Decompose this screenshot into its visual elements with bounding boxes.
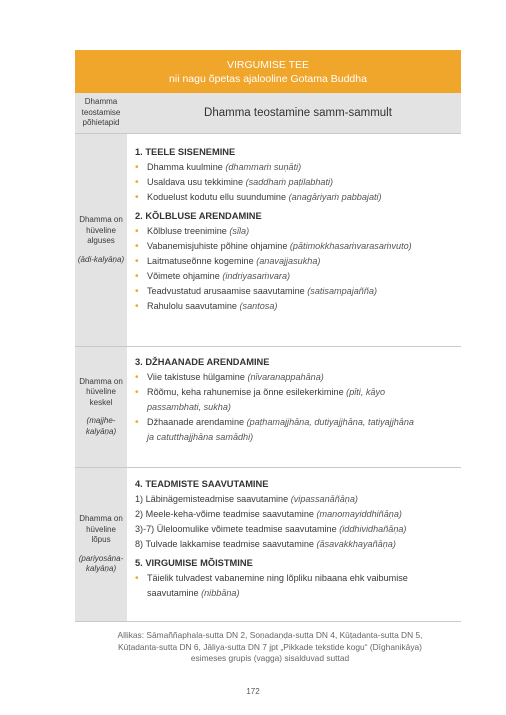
row-content	[127, 468, 461, 621]
list-item: • Koduelust kodutu ellu suundumine (anagāriyaṁ pabbajati)	[135, 192, 382, 203]
table-row	[75, 134, 461, 347]
bullet-icon: •	[135, 286, 139, 297]
bullet-icon: •	[135, 177, 139, 188]
subheader-row	[75, 93, 461, 134]
table-row	[75, 468, 461, 622]
list-item: • Dhamma kuulmine (dhammaṁ suṇāti)	[135, 162, 302, 173]
list-item: • Vabanemisjuhiste põhine ohjamine (pātimokkhasaṁvarasaṁvuto)	[135, 241, 412, 252]
table-title: VIRGUMISE TEE	[226, 59, 310, 71]
list-item: 3)-7) Üleloomulike võimete teadmise saavutamine (iddhividhañāṇa)	[135, 524, 407, 534]
source-line: Kūṭadanta-sutta DN 6, Jāliya-sutta DN 7 jpt „Pikkade tekstide kogu“ (Dīghanikāya)	[118, 641, 422, 652]
subheader-right: Dhamma teostamine samm-sammult	[127, 93, 461, 133]
list-item: • Kõlbluse treenimine (sīla)	[135, 226, 250, 237]
list-item: • Usaldava usu tekkimine (saddhaṁ paṭilabhati)	[135, 177, 334, 188]
bullet-icon: •	[135, 372, 139, 383]
list-item: • Täielik tulvadest vabanemine ning lõpliku nibaana ehk vaibumise saavutamine (nibbāna)	[135, 573, 408, 598]
bullet-icon: •	[135, 192, 139, 203]
list-item: 1) Läbinägemisteadmise saavutamine (vipassanāñāṇa)	[135, 494, 358, 504]
section-title: 3. DŽHAANADE ARENDAMINE	[135, 357, 270, 367]
bullet-icon: •	[135, 256, 139, 267]
section-title: 4. TEADMISTE SAAVUTAMINE	[135, 479, 269, 489]
row-content	[127, 347, 461, 467]
path-table	[75, 50, 461, 622]
subheader-left: Dhamma teostamise põhietapid	[75, 93, 127, 133]
stage-text: Dhamma on hüveline lõpus	[79, 514, 123, 545]
section-title: 1. TEELE SISENEMINE	[135, 147, 236, 157]
source-line: Allikas: Sāmaññaphala-sutta DN 2, Soṇadaṇḍa-sutta DN 4, Kūṭadanta-sutta DN 5,	[117, 630, 423, 640]
list-item: 2) Meele-keha-võime teadmise saavutamine (manomayiddhiñāṇa)	[135, 509, 402, 519]
list-item: • Rahulolu saavutamine (santosa)	[135, 301, 278, 312]
stage-pali: (pariyosāna-kalyāṇa)	[78, 553, 124, 574]
bullet-icon: •	[135, 573, 139, 584]
table-header	[75, 50, 461, 93]
list-item: • Džhaanade arendamine (paṭhamajjhāna, dutiyajjhāna, tatiyajjhāna ja catutthajjhāna samādhi)	[135, 417, 414, 442]
list-item: • Võimete ohjamine (indriyasaṁvara)	[135, 271, 291, 282]
section-title: 2. KÕLBLUSE ARENDAMINE	[135, 211, 262, 221]
list-item: • Viie takistuse hülgamine (nīvaranappahāna)	[135, 372, 324, 383]
bullet-icon: •	[135, 241, 139, 252]
bullet-icon: •	[135, 301, 139, 312]
section-title: 5. VIRGUMISE MÕISTMINE	[135, 558, 253, 568]
row-stage-label	[75, 134, 127, 346]
page-number: 172	[246, 687, 260, 696]
list-item: • Rõõmu, keha rahunemise ja õnne esilekerkimine (pīti, kāyo passambhati, sukha)	[135, 387, 386, 412]
source-line: esimeses grupis (vagga) sisalduvad suttad	[190, 653, 350, 663]
source-note	[80, 630, 460, 665]
stage-text: Dhamma on hüveline keskel	[79, 376, 123, 407]
bullet-icon: •	[135, 387, 139, 398]
stage-pali: (ādi-kalyāṇa)	[77, 254, 125, 264]
list-item: • Laitmatuseõnne kogemine (anavajjasukha)	[135, 256, 321, 267]
bullet-icon: •	[135, 417, 139, 428]
row-stage-label	[75, 347, 127, 467]
table-row	[75, 347, 461, 468]
row-stage-label	[75, 468, 127, 621]
stage-text: Dhamma on hüveline alguses	[79, 215, 123, 245]
list-item: • Teadvustatud arusaamise saavutamine (satisampajañña)	[135, 286, 378, 297]
bullet-icon: •	[135, 226, 139, 237]
list-item: 8) Tulvade lakkamise teadmise saavutamine (āsavakkhayañāṇa)	[135, 539, 396, 549]
bullet-icon: •	[135, 271, 139, 282]
table-subtitle: nii nagu õpetas ajalooline Gotama Buddha	[169, 73, 367, 85]
stage-pali: (majjhe-kalyāṇa)	[85, 416, 117, 436]
bullet-icon: •	[135, 162, 139, 173]
row-content	[127, 134, 461, 346]
